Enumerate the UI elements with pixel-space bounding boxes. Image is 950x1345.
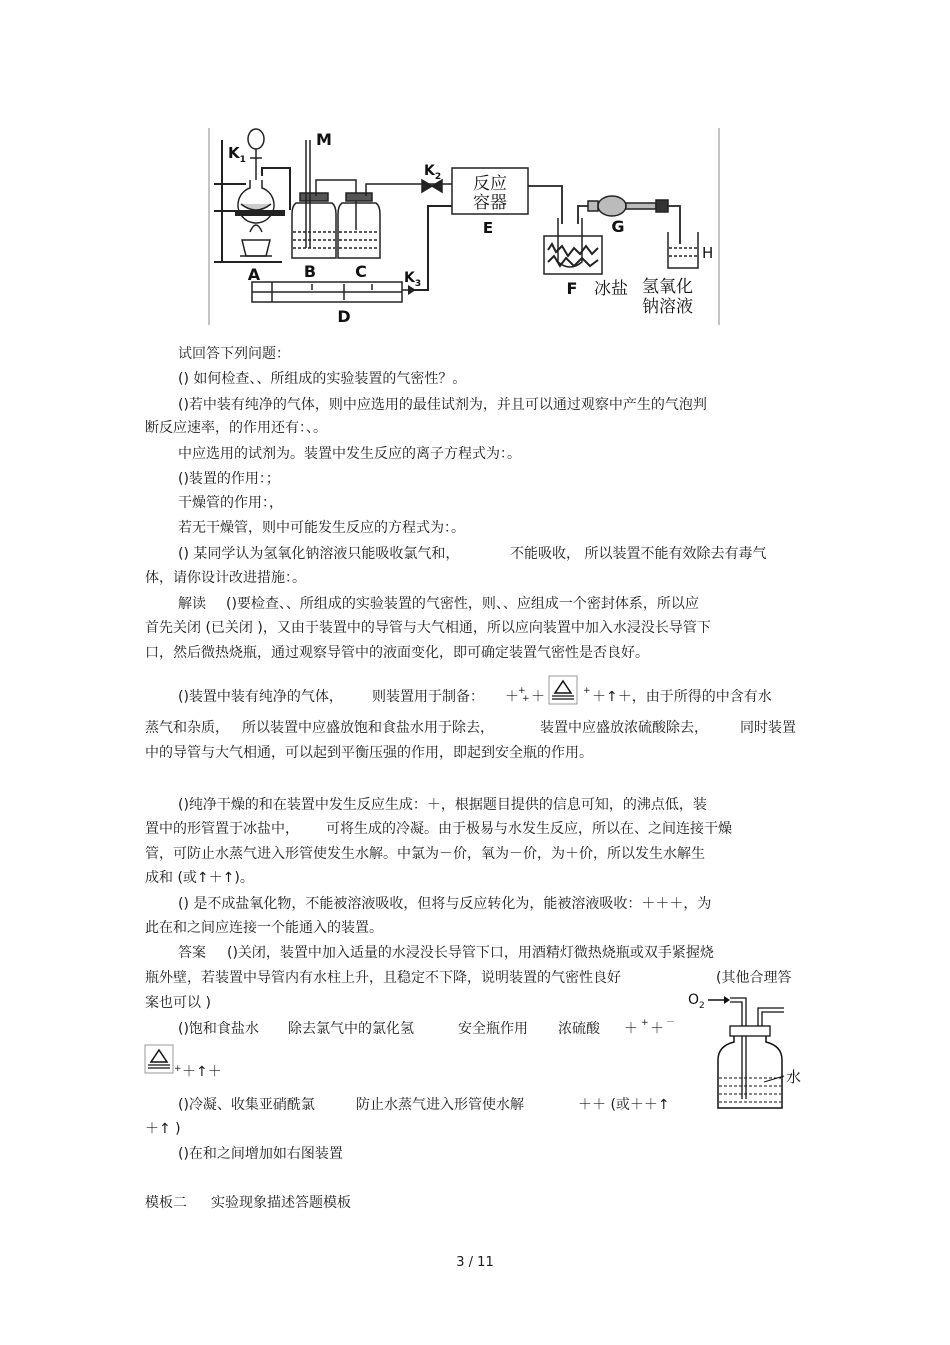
label-naoh-2: 钠溶液 xyxy=(642,297,693,317)
text-line: ＋ xyxy=(650,1021,664,1037)
page-number: 3 / 11 xyxy=(456,1255,494,1270)
text-line: 中的导管与大气相通，可以起到平衡压强的作用，即起到安全瓶的作用。 xyxy=(145,745,593,761)
label-d: D xyxy=(337,307,351,326)
ice-bath-f xyxy=(544,218,602,274)
text-line: ()装置的作用：； xyxy=(178,471,280,487)
o2-gas-bottle-diagram xyxy=(686,984,816,1114)
text-line: 口，然后微热烧瓶，通过观察导管中的液面变化，即可确定装置气密性是否良好。 xyxy=(145,645,649,661)
text-line: () 某同学认为氢氧化钠溶液只能吸收氯气和， xyxy=(178,546,460,562)
water-label: 水 xyxy=(786,1068,802,1086)
flask-a xyxy=(238,129,274,223)
text-line: 置中的形管置于冰盐中， xyxy=(145,821,299,837)
label-a: A xyxy=(247,265,261,284)
text-line: ()纯净干燥的和在装置中发生反应生成：＋，根据题目提供的信息可知，的沸点低，装 xyxy=(178,797,707,813)
beaker-h xyxy=(668,232,698,268)
text-line: 防止水蒸气进入形管使水解 xyxy=(356,1097,524,1113)
text-line: 此在和之间应连接一个能通入的装置。 xyxy=(145,920,383,936)
label-k1: $K_1$ xyxy=(228,144,246,165)
text-line: ＋ xyxy=(624,1021,638,1037)
label-naoh-1: 氢氧化 xyxy=(642,277,693,297)
text-line: ()饱和食盐水 xyxy=(178,1021,259,1037)
superscript: － xyxy=(666,1018,676,1028)
text-line: ＋↑＋，由于所得的中含有水 xyxy=(592,689,772,705)
text-line: ()装置中装有纯净的气体， xyxy=(178,689,343,705)
label-e: E xyxy=(482,219,494,237)
label-k2: $K_2$ xyxy=(424,163,442,182)
text-line: ＋＋ (或＋＋↑ xyxy=(578,1097,670,1113)
drying-tube-g xyxy=(588,196,668,216)
text-line: 蒸气和杂质， xyxy=(145,720,229,736)
label-m: M xyxy=(316,130,332,149)
label-ice-salt: 冰盐 xyxy=(594,279,628,299)
text-line: (其他合理答 xyxy=(716,970,792,986)
text-line: 答案 xyxy=(178,945,206,961)
text-line: 装置中应盛放浓硫酸除去， xyxy=(540,720,708,736)
text-line: 不能吸收， 所以装置不能有效除去有毒气 xyxy=(510,546,767,562)
label-g: G xyxy=(611,217,625,236)
heating-symbol xyxy=(144,1044,174,1074)
text-line: 首先关闭 (已关闭 )，又由于装置中的导管与大气相通，所以应向装置中加入水浸没长导管下 xyxy=(145,620,711,636)
text-line: ＋↑ ) xyxy=(145,1121,181,1137)
superscript: + xyxy=(583,686,591,696)
syringe-d xyxy=(252,282,410,302)
text-line: 解读 xyxy=(178,596,206,612)
text-line: 案也可以 ) xyxy=(145,995,211,1011)
text-line: 中应选用的试剂为。装置中发生反应的离子方程式为：。 xyxy=(178,446,521,462)
text-line: ＋ xyxy=(531,689,545,705)
alcohol-burner xyxy=(240,225,272,256)
label-h: H xyxy=(702,244,714,262)
text-line: 瓶外壁，若装置中导管内有水柱上升，且稳定不下降，说明装置的气密性良好 xyxy=(145,970,621,986)
superscript: + xyxy=(518,686,526,696)
reactor-label-2: 容器 xyxy=(473,193,507,213)
text-line: 浓硫酸 xyxy=(558,1021,600,1037)
label-f: F xyxy=(566,279,578,298)
text-line: 可将生成的冷凝。由于极易与水发生反应，所以在、之间连接干燥 xyxy=(326,821,732,837)
text-line: ()冷凝、收集亚硝酰氯 xyxy=(178,1097,315,1113)
superscript: + xyxy=(641,1018,649,1028)
text-line: 断反应速率，的作用还有：、。 xyxy=(145,420,327,436)
text-line: () 是不成盐氧化物，不能被溶液吸收，但将与反应转化为，能被溶液吸收：＋＋＋，为 xyxy=(178,896,712,912)
superscript: + xyxy=(174,1064,182,1074)
section-heading: 实验现象描述答题模板 xyxy=(211,1195,351,1211)
text-line: 干燥管的作用：， xyxy=(178,495,283,511)
text-line: 成和 (或↑＋↑)。 xyxy=(145,870,254,886)
text-line: 安全瓶作用 xyxy=(458,1021,528,1037)
text-line: 除去氯气中的氯化氢 xyxy=(288,1021,414,1037)
apparatus-diagram xyxy=(0,0,950,340)
label-b: B xyxy=(303,262,317,281)
heating-symbol xyxy=(548,675,578,705)
text-line: ()在和之间增加如右图装置 xyxy=(178,1146,343,1162)
text-line: 则装置用于制备： xyxy=(372,689,484,705)
text-line: 试回答下列问题： xyxy=(178,346,290,362)
text-line: 所以装置中应盛放饱和食盐水用于除去， xyxy=(242,720,494,736)
text-line: ()关闭，装置中加入适量的水浸没长导管下口，用酒精灯微热烧瓶或双手紧握烧 xyxy=(227,945,714,961)
text-line: 同时装置 xyxy=(740,720,796,736)
text-line: () 如何检查、、所组成的实验装置的气密性？。 xyxy=(178,371,467,387)
reactor-label-1: 反应 xyxy=(473,174,507,194)
label-k3: $K_3$ xyxy=(404,270,422,289)
text-line: ()若中装有纯净的气体，则中应选用的最佳试剂为，并且可以通过观察中产生的气泡判 xyxy=(178,397,707,413)
text-line: ()要检查、、所组成的实验装置的气密性，则、、应组成一个密封体系，所以应 xyxy=(226,596,699,612)
bottle-b xyxy=(292,193,336,258)
label-c: C xyxy=(355,262,367,281)
text-line: 体，请你设计改进措施：。 xyxy=(145,570,306,586)
text-line: 管，可防止水蒸气进入形管使发生水解。中氯为－价，氧为－价，为＋价，所以发生水解生 xyxy=(145,846,705,862)
bottle-c xyxy=(338,184,452,258)
section-heading: 模板二 xyxy=(145,1195,187,1211)
o2-label: $O_2$ xyxy=(688,992,705,1011)
superscript: + xyxy=(522,694,530,704)
text-line: ＋ xyxy=(505,689,519,705)
text-line: ＋↑＋ xyxy=(182,1064,222,1080)
text-line: 若无干燥管，则中可能发生反应的方程式为：。 xyxy=(178,520,465,536)
